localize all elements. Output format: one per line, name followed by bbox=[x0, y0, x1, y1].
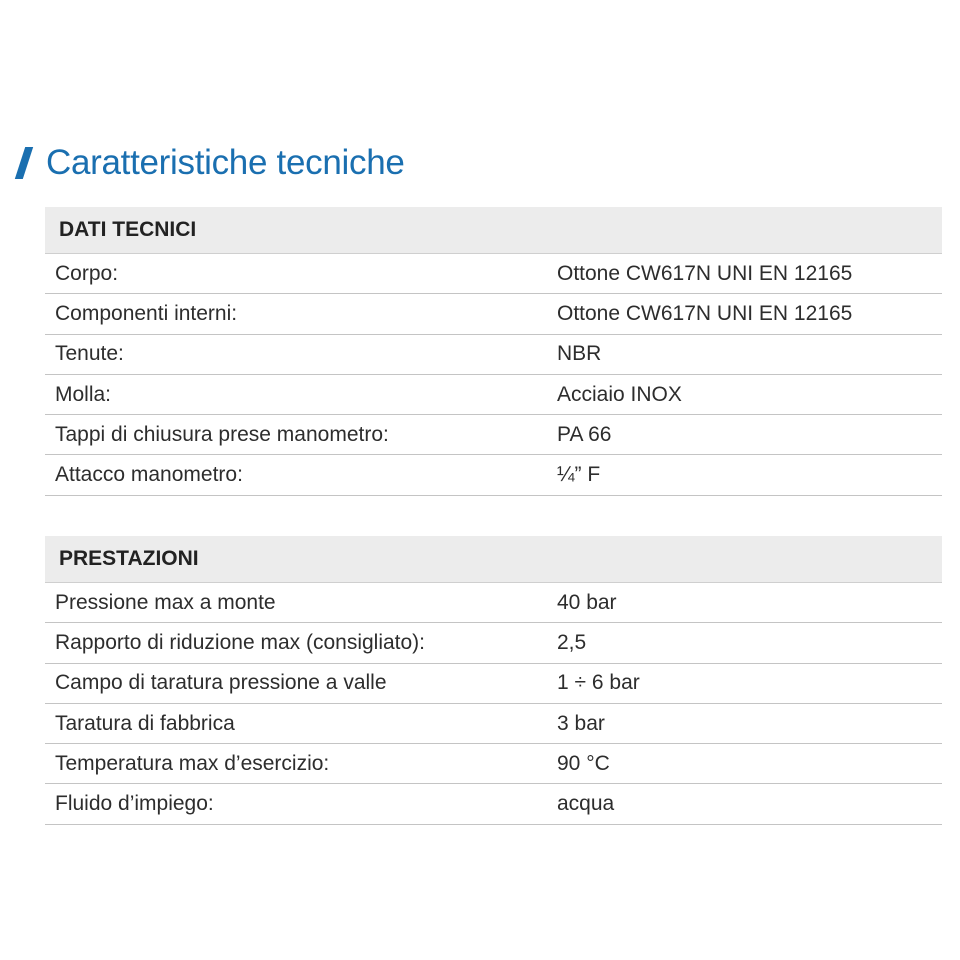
spec-value: acqua bbox=[557, 792, 615, 816]
spec-label: Campo di taratura pressione a valle bbox=[55, 671, 387, 695]
page-title: Caratteristiche tecniche bbox=[46, 143, 405, 182]
spec-value: 1 ÷ 6 bar bbox=[557, 671, 640, 695]
table-row bbox=[45, 583, 942, 623]
table-row bbox=[45, 744, 942, 784]
spec-label: Componenti interni: bbox=[55, 301, 238, 325]
spec-value: 40 bar bbox=[557, 590, 617, 614]
spec-label: Temperatura max d’esercizio: bbox=[55, 751, 330, 775]
spec-value: Acciaio INOX bbox=[557, 382, 682, 406]
spec-value: Ottone CW617N UNI EN 12165 bbox=[557, 261, 853, 285]
spec-label: Tenute: bbox=[55, 342, 124, 366]
spec-label: Attacco manometro: bbox=[55, 463, 243, 487]
spec-value: 2,5 bbox=[557, 630, 587, 654]
spec-label: Fluido d’impiego: bbox=[55, 792, 214, 816]
spec-label: Corpo: bbox=[55, 261, 119, 285]
table-row bbox=[45, 784, 942, 824]
spec-label: Rapporto di riduzione max (consigliato): bbox=[55, 630, 426, 654]
table-row bbox=[45, 704, 942, 744]
dati-tecnici-table bbox=[45, 207, 942, 496]
table-row bbox=[45, 623, 942, 663]
page-title-row bbox=[16, 138, 405, 188]
title-accent-slash bbox=[15, 147, 33, 179]
table-row bbox=[45, 375, 942, 415]
section-header-prestazioni: PRESTAZIONI bbox=[45, 536, 942, 583]
spec-value: 3 bar bbox=[557, 711, 605, 735]
spec-label: Taratura di fabbrica bbox=[55, 711, 235, 735]
spec-value: PA 66 bbox=[557, 422, 612, 446]
table-row bbox=[45, 455, 942, 495]
table-row bbox=[45, 335, 942, 375]
table-row bbox=[45, 664, 942, 704]
spec-label: Tappi di chiusura prese manometro: bbox=[55, 422, 389, 446]
prestazioni-table bbox=[45, 536, 942, 825]
table-row bbox=[45, 254, 942, 294]
spec-value: 90 °C bbox=[557, 751, 610, 775]
table-row bbox=[45, 294, 942, 334]
section-header-dati-tecnici: DATI TECNICI bbox=[45, 207, 942, 254]
spec-label: Pressione max a monte bbox=[55, 590, 276, 614]
spec-value: NBR bbox=[557, 342, 602, 366]
spec-label: Molla: bbox=[55, 382, 112, 406]
spec-value: Ottone CW617N UNI EN 12165 bbox=[557, 301, 853, 325]
table-row bbox=[45, 415, 942, 455]
spec-value: ¼” F bbox=[557, 463, 601, 487]
